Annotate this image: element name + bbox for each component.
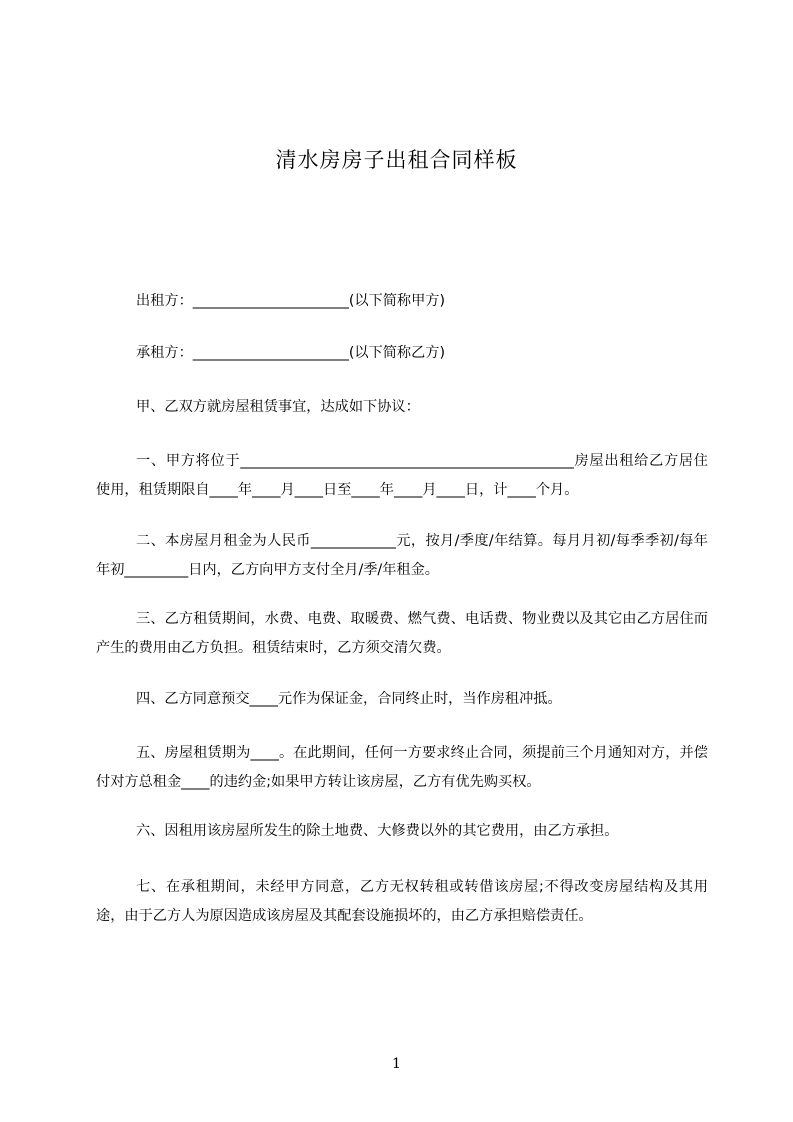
lessor-line: 出租方：______________________(以下简称甲方) bbox=[136, 293, 446, 309]
clause-4: 四、乙方同意预交____元作为保证金，合同终止时，当作房租冲抵。 bbox=[136, 691, 562, 707]
clause-2: 二、本房屋月租金为人民币____________元，按月/季度/年结算。每月月初/每季季初/每年年初_________日内，乙方向甲方支付全月/季/年租金。 bbox=[96, 533, 708, 578]
clause-1: 一、甲方将位于_______________________________________________房屋出租给乙方居住使用，租赁期限自____年____月____日至____年____月____日，计____个月。 bbox=[96, 453, 708, 498]
lessee-line: 承租方：______________________(以下简称乙方) bbox=[136, 345, 446, 361]
clause-6: 六、因租用该房屋所发生的除土地费、大修费以外的其它费用，由乙方承担。 bbox=[136, 823, 619, 839]
clause-5: 五、房屋租赁期为____。在此期间，任何一方要求终止合同，须提前三个月通知对方，并偿付对方总租金____的违约金;如果甲方转让该房屋，乙方有优先购买权。 bbox=[96, 745, 708, 790]
page-number: 1 bbox=[392, 1056, 401, 1072]
clause-7: 七、在承租期间，未经甲方同意，乙方无权转租或转借该房屋;不得改变房屋结构及其用途，由于乙方人为原因造成该房屋及其配套设施损坏的，由乙方承担赔偿责任。 bbox=[96, 879, 708, 924]
agreement-intro: 甲、乙双方就房屋租赁事宜，达成如下协议： bbox=[136, 399, 420, 415]
clause-3: 三、乙方租赁期间，水费、电费、取暖费、燃气费、电话费、物业费以及其它由乙方居住而产生的费用由乙方负担。租赁结束时，乙方须交清欠费。 bbox=[96, 611, 708, 656]
document-title: 清水房房子出租合同样板 bbox=[275, 148, 518, 172]
